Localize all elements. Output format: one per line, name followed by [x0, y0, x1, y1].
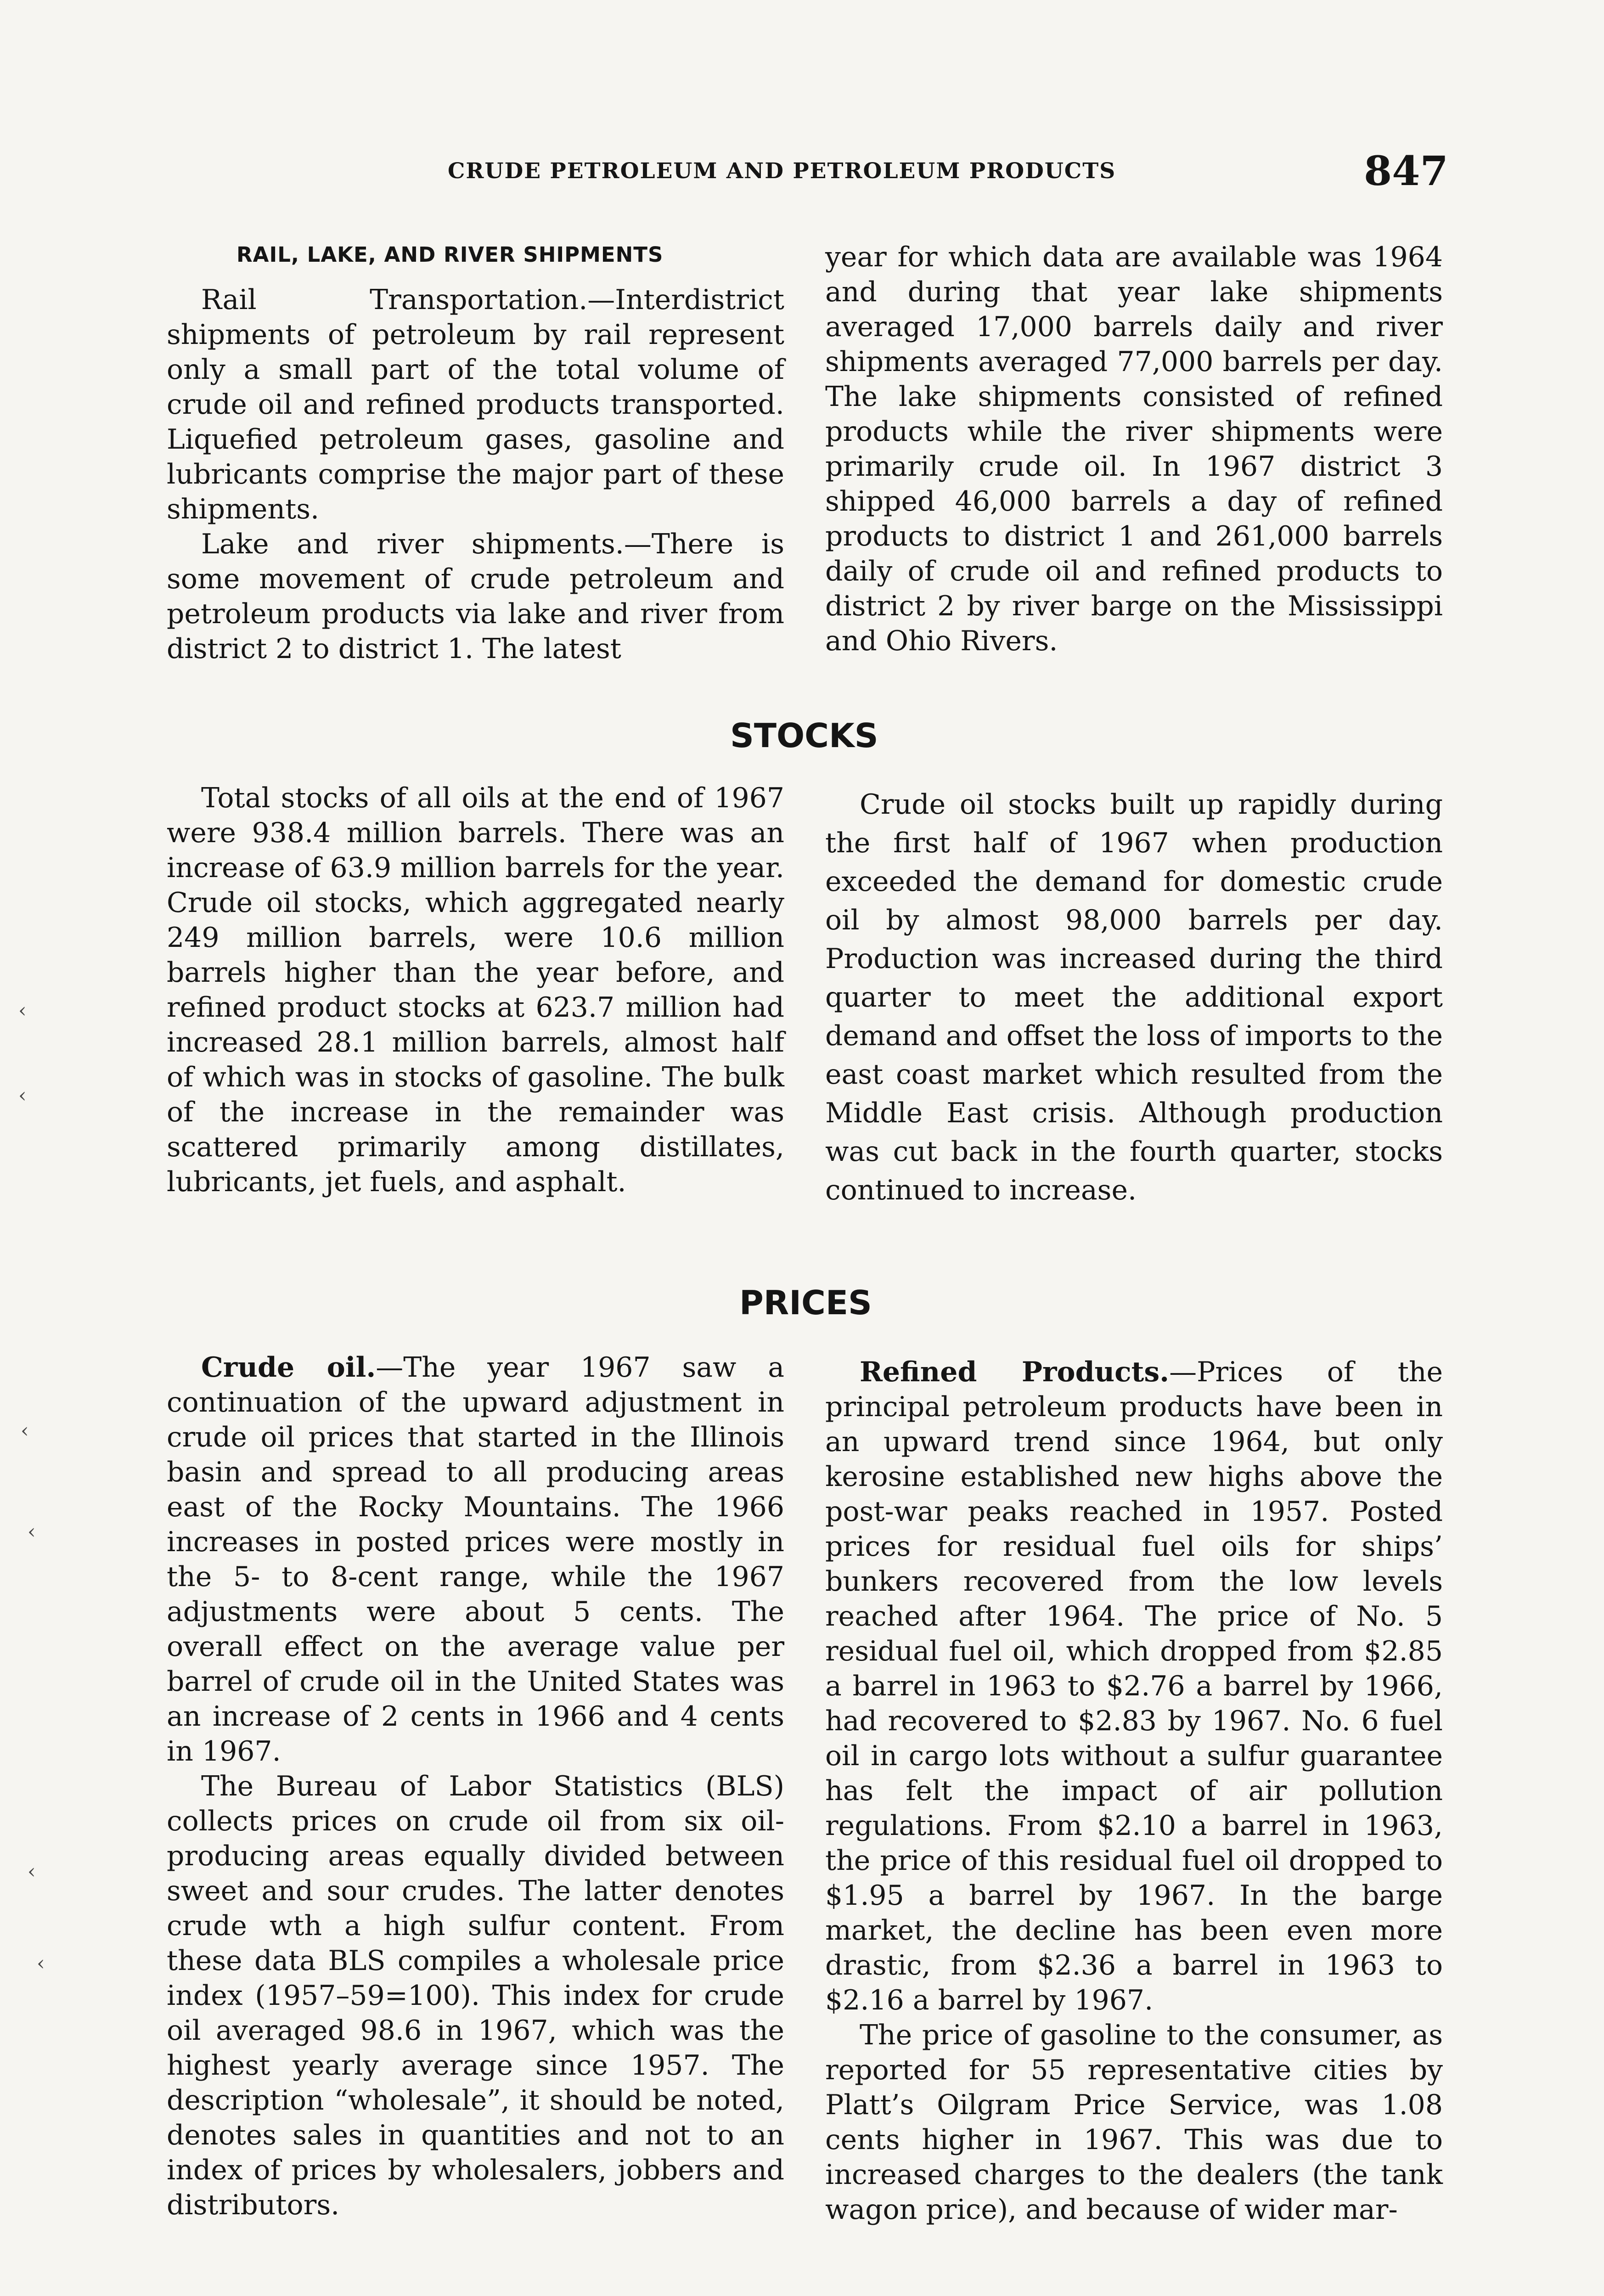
- margin-speck: ‹: [18, 1084, 27, 1107]
- stocks-heading: STOCKS: [730, 716, 878, 755]
- refined-products-text: —Prices of the principal petroleum products have been in an upward trend since 1964, but only kerosine established new highs above the post-war peaks reached in 1957. Posted prices for residual fuel oils for ships’ bunkers recovered from the low levels reached after 1964. The price of No. 5 residual fuel oil, which dropped from $2.85 a barrel in 1963 to $2.76 a barrel by 1966, had recovered to $2.83 by 1967. No. 6 fuel oil in cargo lots without a sulfur guarantee has felt the impact of air pollution regulations. From $2.10 a barrel in 1963, the price of this residual fuel oil dropped to $1.95 a barrel by 1967. In the barge market, the decline has been even more drastic, from $2.36 a barrel in 1963 to $2.16 a barrel by 1967.: [825, 1356, 1443, 2016]
- margin-speck: ‹: [37, 1952, 45, 1975]
- refined-products-paragraph: [825, 1355, 1443, 2018]
- margin-speck: ‹: [18, 999, 27, 1022]
- margin-speck: ‹: [21, 1419, 29, 1442]
- refined-products-lead: Refined Products.: [860, 1356, 1170, 1388]
- rail-section-heading: RAIL, LAKE, AND RIVER SHIPMENTS: [236, 242, 664, 267]
- rail-transport-paragraph: Rail Transportation.—Interdistrict shipments of petroleum by rail represent only a small part of the total volume of crude oil and refined products transported. Liquefied petroleum gases, gasoline and lubricants comprise the major part of these shipments.: [167, 284, 784, 525]
- prices-left-column: [167, 1350, 784, 2223]
- prices-heading: PRICES: [739, 1283, 872, 1322]
- page-number: 847: [1364, 147, 1448, 195]
- lake-river-paragraph: Lake and river shipments.—There is some movement of crude petroleum and petroleum products via lake and river from district 2 to district 1. The latest: [167, 528, 784, 665]
- stocks-crude-paragraph: Crude oil stocks built up rapidly during the first half of 1967 when production exceeded the demand for domestic crude oil by almost 98,000 barrels per day. Production was increased during the third quarter to meet the additional export demand and offset the loss of imports to the east coast market which resulted from the Middle East crisis. Although production was cut back in the fourth quarter, stocks continued to increase.: [825, 788, 1443, 1206]
- margin-speck: ‹: [28, 1520, 36, 1543]
- prices-right-column: [825, 1355, 1443, 2227]
- rail-right-column: [825, 240, 1443, 658]
- stocks-total-paragraph: Total stocks of all oils at the end of 1967 were 938.4 million barrels. There was an increase of 63.9 million barrels for the year. Crude oil stocks, which aggregated nearly 249 million barrels, were 10.6 million barrels higher than the year before, and refined product stocks at 623.7 million had increased 28.1 million barrels, almost half of which was in stocks of gasoline. The bulk of the increase in the remainder was scattered primarily among distillates, lubricants, jet fuels, and asphalt.: [167, 782, 784, 1198]
- crude-oil-lead: Crude oil.: [201, 1351, 376, 1384]
- stocks-right-column: [825, 785, 1443, 1210]
- running-header: CRUDE PETROLEUM AND PETROLEUM PRODUCTS: [448, 158, 1116, 184]
- crude-oil-paragraph: [167, 1350, 784, 1769]
- crude-oil-text: —The year 1967 saw a continuation of the upward adjustment in crude oil prices that started in the Illinois basin and spread to all producing areas east of the Rocky Mountains. The 1966 increases in posted prices were mostly in the 5- to 8-cent range, while the 1967 adjustments were about 5 cents. The overall effect on the average value per barrel of crude oil in the United States was an increase of 2 cents in 1966 and 4 cents in 1967.: [167, 1351, 785, 1767]
- stocks-left-column: [167, 781, 784, 1199]
- rail-left-column: [167, 282, 784, 666]
- gasoline-price-paragraph: The price of gasoline to the consumer, as reported for 55 representative cities by Platt’s Oilgram Price Service, was 1.08 cents higher in 1967. This was due to increased charges to the dealers (the tank wagon price), and because of wider mar-: [825, 2019, 1443, 2226]
- bls-paragraph: The Bureau of Labor Statistics (BLS) collects prices on crude oil from six oil-producing areas equally divided between sweet and sour crudes. The latter denotes crude wth a high sulfur content. From these data BLS compiles a wholesale price index (1957–59=100). This index for crude oil averaged 98.6 in 1967, which was the highest yearly average since 1957. The description “wholesale”, it should be noted, denotes sales in quantities and not to an index of prices by wholesalers, jobbers and distributors.: [167, 1770, 784, 2221]
- lake-river-continuation: year for which data are available was 1964 and during that year lake shipments averaged 17,000 barrels daily and river shipments averaged 77,000 barrels per day. The lake shipments consisted of refined products while the river shipments were primarily crude oil. In 1967 district 3 shipped 46,000 barrels a day of refined products to district 1 and 261,000 barrels daily of crude oil and refined products to district 2 by river barge on the Mississippi and Ohio Rivers.: [825, 241, 1443, 657]
- margin-speck: ‹: [28, 1860, 36, 1883]
